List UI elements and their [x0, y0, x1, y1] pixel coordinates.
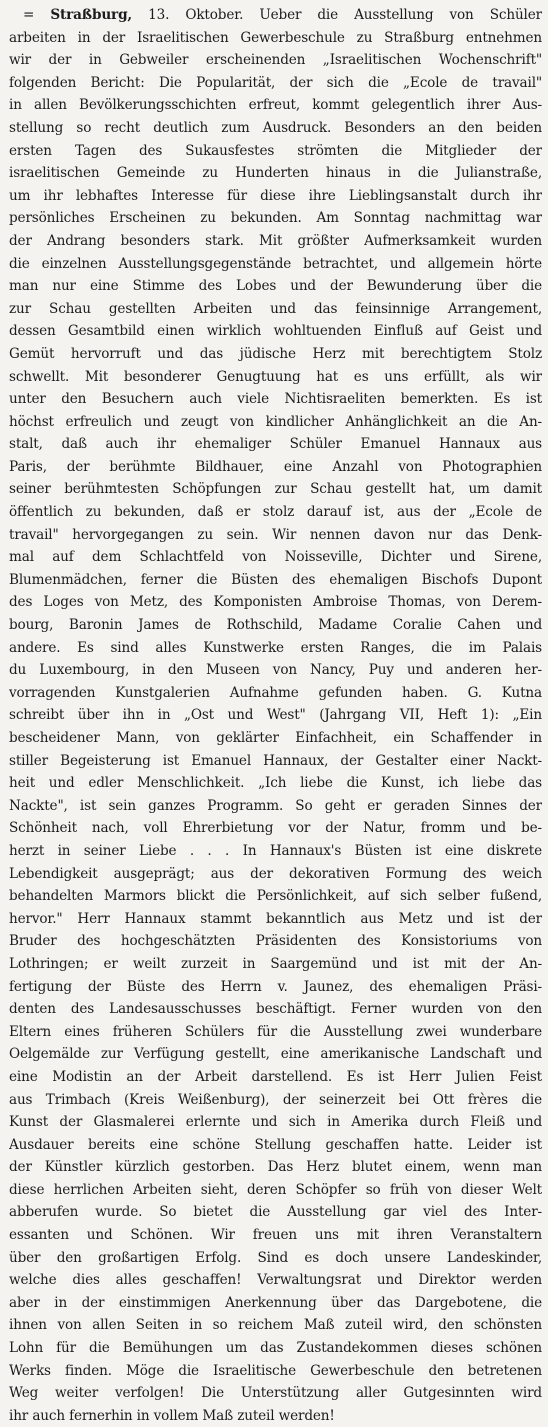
article-line: mal auf dem Schlachtfeld von Noisseville, Dichter und Sirene,: [9, 549, 542, 566]
article-line: Blumenmädchen, ferner die Büsten des ehemaligen Bischofs Dupont: [9, 571, 542, 588]
article-line: essanten und Schönen. Wir freuen uns mit ihren Veranstaltern: [9, 1227, 542, 1244]
article-line: Paris, der berühmte Bildhauer, eine Anzahl von Photographien: [9, 458, 542, 475]
article-line: welche dies alles geschaffen! Verwaltungsrat und Direktor werden: [9, 1272, 542, 1289]
article-line: eine Modistin an der Arbeit darstellend. Es ist Herr Julien Feist: [9, 1068, 542, 1085]
article-line: schreibt über ihn in „Ost und West" (Jahrgang VII, Heft 1): „Ein: [9, 707, 542, 724]
article-line: stiller Begeisterung ist Emanuel Hannaux, der Gestalter einer Nackt-: [9, 752, 542, 769]
article-line: du Luxembourg, in den Museen von Nancy, Puy und anderen her-: [9, 662, 542, 679]
article-line: zur Schau gestellten Arbeiten und das feinsinnige Arrangement,: [9, 300, 542, 317]
article-line: Lothringen; er weilt zurzeit in Saargemünd und ist mit der An-: [9, 955, 542, 972]
article-line: Werks finden. Möge die Israelitische Gewerbeschule den betretenen: [9, 1362, 542, 1379]
article-line: die einzelnen Ausstellungsgegenstände betrachtet, und allgemein hörte: [9, 255, 542, 272]
dateline-place: Straßburg,: [50, 7, 133, 23]
article-line: persönliches Erscheinen zu bekunden. Am Sonntag nachmittag war: [9, 210, 542, 227]
article-line: behandelten Marmors blickt die Persönlichkeit, auf sich selber fußend,: [9, 888, 542, 905]
article-line: Gemüt hervorruft und das jüdische Herz mit berechtigtem Stolz: [9, 345, 542, 362]
article-line: bourg, Baronin James de Rothschild, Madame Coralie Cahen und: [9, 617, 542, 634]
article-line: andere. Es sind alles Kunstwerke ersten Ranges, die im Palais: [9, 639, 542, 656]
article-line: der Künstler kürzlich gestorben. Das Herz blutet einem, wenn man: [9, 1159, 542, 1176]
article-line: travail" hervorgegangen zu sein. Wir nennen davon nur das Denk-: [9, 526, 542, 543]
article-line: ihnen von allen Seiten in so reichem Maß zuteil wird, den schönsten: [9, 1317, 542, 1334]
article-line: bescheidener Mann, von geklärter Einfachheit, ein Schaffender in: [9, 730, 542, 746]
dateline-dash: =: [23, 7, 35, 23]
article-line: in allen Bevölkerungsschichten erfreut, kommt gelegentlich ihrer Aus-: [9, 97, 542, 114]
article-line: Eltern eines früheren Schülers für die Ausstellung zwei wunderbare: [9, 1023, 542, 1040]
article-line: ersten Tagen des Sukausfestes strömten die Mitglieder der: [9, 142, 542, 159]
article-line: Kunst der Glasmalerei erlernte und sich in Amerika durch Fleiß und: [9, 1114, 542, 1131]
article-line: Bruder des hochgeschätzten Präsidenten des Konsistoriums von: [9, 933, 542, 950]
article-line: israelitischen Gemeinde zu Hunderten hinaus in die Julianstraße,: [9, 165, 542, 182]
article-line: folgenden Bericht: Die Popularität, der sich die „Ecole de travail": [9, 74, 542, 91]
article-line: aus Trimbach (Kreis Weißenburg), der seinerzeit bei Ott frères die: [9, 1091, 542, 1108]
article-line: öffentlich zu bekunden, daß er stolz darauf ist, aus der „Ecole de: [9, 504, 542, 521]
article-line: fertigung der Büste des Herrn v. Jaunez, des ehemaligen Präsi-: [9, 978, 542, 995]
article-line: Oelgemälde zur Verfügung gestellt, eine amerikanische Landschaft und: [9, 1046, 542, 1063]
article-line: Nackte", ist sein ganzes Programm. So geht er geraden Sinnes der: [9, 797, 542, 814]
article-line: der Andrang besonders stark. Mit größter Aufmerksamkeit wurden: [9, 232, 542, 249]
article-line: Weg weiter verfolgen! Die Unterstützung aller Gutgesinnten wird: [9, 1385, 542, 1402]
article-line: ihr auch fernerhin in vollem Maß zuteil werden!: [9, 1407, 335, 1424]
article-line: des Loges von Metz, des Komponisten Ambroise Thomas, von Derem-: [9, 594, 542, 611]
article-line: vorragenden Kunstgalerien Aufnahme gefunden haben. G. Kutna: [9, 684, 542, 701]
article-line: höchst erfreulich und zeugt von kindlicher Anhänglichkeit an die An-: [9, 413, 542, 430]
article-line: Schönheit nach, voll Ehrerbietung vor der Natur, fromm und be-: [9, 820, 542, 837]
article-line: unter den Besuchern auch viele Nichtisraeliten bemerkten. Es ist: [9, 391, 542, 408]
article-line: stellung so recht deutlich zum Ausdruck. Besonders an den beiden: [9, 119, 542, 136]
article-line: schwellt. Mit besonderer Genugtuung hat es uns erfüllt, als wir: [9, 368, 542, 385]
article-line: Lohn für die Bemühungen um das Zustandekommen dieses schönen: [9, 1340, 542, 1357]
news-article: [9, 4, 542, 1427]
article-line: man nur eine Stimme des Lobes und der Bewunderung über die: [9, 278, 542, 295]
article-first-line: [9, 4, 542, 27]
article-line: diese herrlichen Arbeiten sieht, deren Schöpfer so früh von dieser Welt: [9, 1181, 542, 1198]
article-line: 13. Oktober. Ueber die Ausstellung von Schüler: [148, 7, 542, 23]
article-line: stalt, daß auch ihr ehemaliger Schüler Emanuel Hannaux aus: [9, 436, 542, 453]
article-line: über den großartigen Erfolg. Sind es doch unsere Landeskinder,: [9, 1249, 542, 1266]
article-line: arbeiten in der Israelitischen Gewerbeschule zu Straßburg entnehmen: [9, 29, 542, 46]
article-line: abberufen wurde. So bietet die Ausstellung gar viel des Inter-: [9, 1204, 542, 1221]
article-line: hervor." Herr Hannaux stammt bekanntlich aus Metz und ist der: [9, 910, 542, 927]
article-line: aber in der einstimmigen Anerkennung über das Dargebotene, die: [9, 1294, 542, 1311]
article-line: denten des Landesausschusses beschäftigt. Ferner wurden von den: [9, 1001, 542, 1018]
article-line: seiner berühmtesten Schöpfungen zur Schau gestellt hat, um damit: [9, 481, 542, 498]
article-line: Ausdauer bereits eine schöne Stellung geschaffen hatte. Leider ist: [9, 1136, 542, 1153]
article-line: Lebendigkeit ausgeprägt; aus der dekorativen Formung des weich: [9, 865, 542, 882]
article-line: dessen Gesamtbild einen wirklich wohltuenden Einfluß auf Geist und: [9, 323, 542, 340]
article-line: heit und edler Menschlichkeit. „Ich liebe die Kunst, ich liebe das: [9, 775, 542, 792]
article-line: um ihr lebhaftes Interesse für diese ihre Lieblingsanstalt durch ihr: [9, 187, 542, 204]
article-line: wir der in Gebweiler erscheinenden „Israelitischen Wochenschrift": [9, 52, 542, 69]
article-line: herzt in seiner Liebe . . . In Hannaux's Büsten ist eine diskrete: [9, 842, 542, 859]
